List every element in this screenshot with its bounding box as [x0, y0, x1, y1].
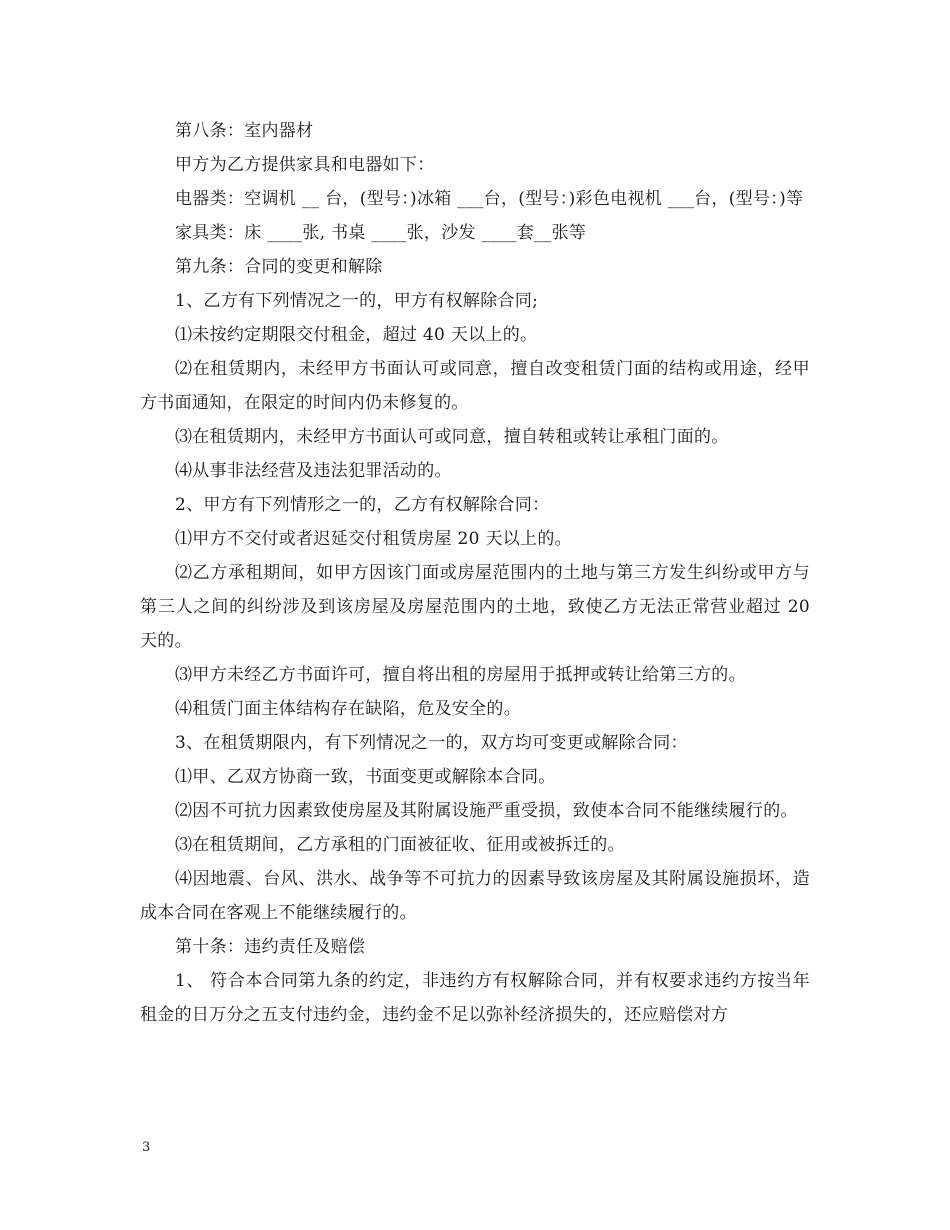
section-heading-article-9: 第九条：合同的变更和解除: [175, 257, 383, 277]
clause-subitem: ⑵因不可抗力因素致使房屋及其附属设施严重受损，致使本合同不能继续履行的。: [175, 801, 798, 821]
clause-item: 3、在租赁期限内，有下列情况之一的，双方均可变更或解除合同：: [175, 733, 688, 753]
paragraph-appliances: 电器类：空调机 __ 台，(型号：)冰箱 ___台，(型号：)彩色电视机 ___台，(型号：)等: [175, 189, 804, 209]
clause-item: 2、甲方有下列情形之一的，乙方有权解除合同：: [175, 495, 550, 515]
clause-subitem: ⑶在租赁期内，未经甲方书面认可或同意，擅自转租或转让承租门面的。: [175, 427, 729, 447]
section-heading-article-10: 第十条：违约责任及赔偿: [175, 937, 366, 957]
section-heading-article-8: 第八条：室内器材: [175, 121, 314, 141]
clause-subitem: ⑶在租赁期间，乙方承租的门面被征收、征用或被拆迁的。: [175, 835, 625, 855]
clause-subitem: ⑴甲方不交付或者迟延交付租赁房屋 20 天以上的。: [175, 529, 572, 549]
paragraph: 甲方为乙方提供家具和电器如下：: [175, 155, 435, 175]
clause-subitem: ⑷因地震、台风、洪水、战争等不可抗力的因素导致该房屋及其附属设施损坏，造成本合同在客观上不能继续履行的。: [140, 869, 810, 923]
paragraph-furniture: 家具类：床 ____张, 书桌 ____张，沙发 ____套__张等: [175, 223, 587, 243]
clause-subitem: ⑴未按约定期限交付租金，超过 40 天以上的。: [175, 325, 538, 345]
clause-subitem: ⑵在租赁期内，未经甲方书面认可或同意，擅自改变租赁门面的结构或用途，经甲方书面通知，在限定的时间内仍未修复的。: [140, 359, 810, 413]
clause-subitem: ⑷租赁门面主体结构存在缺陷，危及安全的。: [175, 699, 521, 719]
document-body: [140, 114, 810, 1032]
clause-item: 1、 符合本合同第九条的约定，非违约方有权解除合同，并有权要求违约方按当年租金的日万分之五支付违约金，违约金不足以弥补经济损失的，还应赔偿对方: [140, 971, 810, 1025]
clause-subitem: ⑵乙方承租期间，如甲方因该门面或房屋范围内的土地与第三方发生纠纷或甲方与第三人之间的纠纷涉及到该房屋及房屋范围内的土地，致使乙方无法正常营业超过 20 天的。: [140, 563, 810, 651]
page-number: 3: [142, 1140, 151, 1155]
clause-item: 1、乙方有下列情况之一的，甲方有权解除合同;: [175, 291, 539, 311]
clause-subitem: ⑴甲、乙双方协商一致，书面变更或解除本合同。: [175, 767, 556, 787]
clause-subitem: ⑶甲方未经乙方书面许可，擅自将出租的房屋用于抵押或转让给第三方的。: [175, 665, 746, 685]
clause-subitem: ⑷从事非法经营及违法犯罪活动的。: [175, 461, 452, 481]
